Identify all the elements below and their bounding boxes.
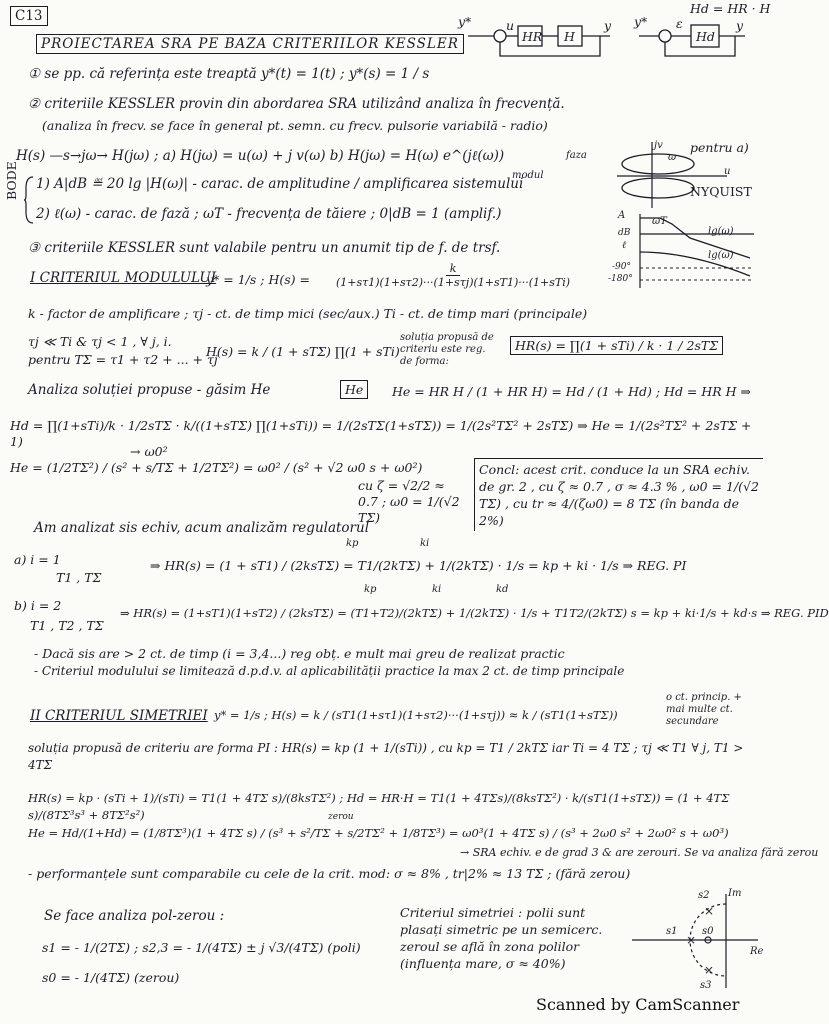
- bode-db: dB: [618, 228, 631, 238]
- section1-note1: - Dacă sis are > 2 ct. de timp (i = 3,4...) reg obț. e mult mai greu de realizat practic: [34, 646, 565, 661]
- reg-a-sub: T1 , TΣ: [56, 570, 102, 585]
- bode-2: 2) ℓ(ω) - carac. de fază ; ωT - frecvența de tăiere ; 0|dB = 1 (amplif.): [36, 206, 502, 222]
- bode-wt: ωT: [652, 216, 667, 227]
- intro-item1: ① se pp. că referința este treaptă y*(t) = 1(t) ; y*(s) = 1 / s: [28, 66, 430, 82]
- section2-hs-note: o ct. princip. + mai multe ct. secundare: [666, 692, 742, 727]
- reg-a-tag-ki: ki: [420, 538, 430, 549]
- loop2-output: y: [736, 18, 744, 33]
- reg-b-tag-kp: kp: [364, 584, 377, 595]
- pz-s2-label: s2: [698, 890, 710, 901]
- section1-hs2: H(s) = k / (1 + sTΣ) ∏(1 + sTi): [206, 344, 400, 359]
- pz-pole-s1: ×: [686, 933, 697, 947]
- section2-he-note: → SRA echiv. e de grad 3 & are zerouri. Se va analiza fără zerou: [460, 846, 819, 859]
- pz-re: Re: [750, 946, 764, 957]
- section1-analysis: Analiza soluției propuse - găsim He: [28, 382, 271, 398]
- hs-faza-note: faza: [566, 150, 587, 161]
- pole-zero-plot: [630, 890, 762, 990]
- section1-zeta: cu ζ = √2/2 ≈ 0.7 ; ω0 = 1/(√2 TΣ): [358, 478, 460, 525]
- intro-item2b: (analiza în frecv. se face în general pt. semn. cu frecv. pulsorie variabilă - radio): [42, 118, 548, 133]
- section2-sol: soluția propusă de criteriu are forma PI : HR(s) = kp (1 + 1/(sTi)) , cu kp = T1 / 2kTΣ iar Ti = 4 TΣ ; τj ≪ T1 ∀ j, T1 > 4TΣ: [28, 741, 744, 772]
- reg-b-label: b) i = 2: [14, 598, 62, 613]
- section2-heading: II CRITERIUL SIMETRIEI: [30, 708, 208, 724]
- loop2-block: Hd: [696, 29, 715, 44]
- loop2-input: y*: [634, 14, 648, 29]
- reg-b-tag-kd: kd: [496, 584, 509, 595]
- section2-polezero: Se face analiza pol-zerou :: [44, 908, 225, 924]
- pz-s3-label: s3: [700, 980, 712, 991]
- loop1-err: u: [506, 18, 515, 33]
- reg-a-eq: ⇒ HR(s) = (1 + sT1) / (2ksTΣ) = T1/(2kTΣ) + 1/(2kTΣ) · 1/s = kp + ki · 1/s ⇒ REG. PI: [150, 558, 687, 573]
- pz-s1-label: s1: [666, 926, 678, 937]
- scanner-footer: Scanned by CamScanner: [536, 995, 740, 1014]
- bode-lg1: lg(ω): [708, 226, 734, 237]
- intro-hs: H(s) —s→jω→ H(jω) ; a) H(jω) = u(ω) + j v(ω) b) H(jω) = H(ω) e^(jℓ(ω)): [16, 148, 505, 164]
- bode-1: 1) A|dB ≝ 20 lg |H(ω)| - carac. de amplitudine / amplificarea sistemului: [36, 176, 524, 192]
- loop1-input: y*: [458, 14, 472, 29]
- bode-brace: [24, 176, 34, 224]
- section1-reg-intro: Am analizat sis echiv, acum analizăm regulatorul: [34, 520, 370, 536]
- section1-note2: - Criteriul modulului se limitează d.p.d.v. al aplicabilității practice la max 2 ct. de timp principale: [34, 664, 625, 678]
- reg-a-tag-kp: kp: [346, 538, 359, 549]
- pz-im: Im: [728, 888, 742, 899]
- bode-plot: [630, 212, 758, 290]
- section1-sol-note: soluția propusă de criteriu este reg. de forma:: [400, 332, 494, 367]
- he-block: He: [340, 380, 368, 399]
- loop2-note: Hd = HR · H: [690, 1, 771, 16]
- section1-hs-num: k: [446, 262, 461, 276]
- page-title: PROIECTAREA SRA PE BAZA CRITERIILOR KESSLER: [36, 34, 464, 54]
- intro-item2a: ② criteriile KESSLER provin din abordarea SRA utilizând analiza în frecvență.: [28, 96, 565, 112]
- section1-he2-eq: He = (1/2TΣ²) / (s² + s/TΣ + 1/2TΣ²) = ω0² / (s² + √2 ω0 s + ω0²): [10, 460, 423, 475]
- pz-pole-s2: ×: [704, 904, 715, 918]
- loop1-block1: HR: [522, 29, 543, 44]
- nyquist-axis-u: u: [724, 166, 731, 177]
- bode-phase: ℓ: [622, 240, 627, 251]
- section1-concl: Concl: acest crit. conduce la un SRA echiv. de gr. 2 , cu ζ ≈ 0.7 , σ ≈ 4.3 % , ω0 = 1/(√2 TΣ) , cu tr ≈ 4/(ζω0) = 8 TΣ (în banda de 2%): [474, 458, 763, 531]
- section2-he-eq: He = Hd/(1+Hd) = (1/8TΣ³)(1 + 4TΣ s) / (s³ + s²/TΣ + s/2TΣ² + 1/8TΣ³) = ω0³(1 + 4TΣ s) / (s³ + 2ω0 s² + 2ω0² s + ω0³): [28, 826, 729, 840]
- section1-ystar: y* = 1/s ; H(s) =: [206, 272, 310, 287]
- section1-cond2: pentru TΣ = τ1 + τ2 + ... + τj: [28, 352, 218, 367]
- reg-a-label: a) i = 1: [14, 552, 61, 567]
- loop1-output: y: [604, 18, 612, 33]
- reg-b-sub: T1 , T2 , TΣ: [30, 618, 104, 633]
- section2-zero-tag: zerou: [328, 812, 354, 822]
- bode-lg2: lg(ω): [708, 250, 734, 261]
- bode-label: BODE: [4, 161, 19, 200]
- section1-he2-w0: → ω0²: [130, 444, 168, 459]
- nyquist-axis-w: ω: [668, 152, 677, 163]
- nyquist-label: NYQUIST: [690, 184, 752, 199]
- section1-heading: I CRITERIUL MODULULUI: [30, 270, 217, 286]
- section1-hr-box: HR(s) = ∏(1 + sTi) / k · 1 / 2sTΣ: [510, 336, 723, 355]
- pz-pole-s3: ×: [704, 963, 715, 977]
- loop1-block2: H: [564, 29, 575, 44]
- bode-m180: -180°: [608, 274, 633, 284]
- section1-hs-frac: [336, 262, 570, 289]
- section2-hr-eq: HR(s) = kp · (sTi + 1)/(sTi) = T1(1 + 4TΣ s)/(8ksTΣ²) ; Hd = HR·H = T1(1 + 4TΣs)/(8ksTΣ²) · k/(sT1(1+sTΣ)) = (1 + 4TΣ s)/(8TΣ³s³ + 8TΣ²s²): [28, 791, 730, 822]
- reg-b-eq: ⇒ HR(s) = (1+sT1)(1+sT2) / (2ksTΣ) = (T1+T2)/(2kTΣ) + 1/(2kTΣ) · 1/s + T1T2/(2kTΣ) s = kp + ki·1/s + kd·s ⇒ REG. PID: [120, 606, 829, 620]
- nyquist-note: pentru a): [690, 140, 749, 155]
- nyquist-axis-jv: jv: [654, 140, 663, 151]
- section2-perf: - performanțele sunt comparabile cu cele de la crit. mod: σ ≈ 8% , tr|2% ≈ 13 TΣ ; (fără zerou): [28, 866, 631, 881]
- intro-item3: ③ criteriile KESSLER sunt valabile pentru un anumit tip de f. de trsf.: [28, 240, 501, 256]
- section1-hd-eq: Hd = ∏(1+sTi)/k · 1/2sTΣ · k/((1+sTΣ) ∏(1+sTi)) = 1/(2sTΣ(1+sTΣ)) = 1/(2s²TΣ² + 2sTΣ) ⇒ He = 1/(2s²TΣ² + 2sTΣ + 1): [10, 418, 752, 449]
- loop2-err: ε: [676, 16, 683, 31]
- page-label: C13: [10, 6, 48, 26]
- section1-def: k - factor de amplificare ; τj - ct. de timp mici (sec/aux.) Ti - ct. de timp mari (principale): [28, 306, 588, 321]
- section1-he-eq: He = HR H / (1 + HR H) = Hd / (1 + Hd) ; Hd = HR H ⇒: [392, 384, 752, 399]
- section2-crit: Criteriul simetriei : polii sunt plasați simetric pe un semicerc. zeroul se află în zona polilor (influența mare, σ ≈ 40%): [400, 905, 603, 971]
- section2-s1: s1 = - 1/(2TΣ) ; s2,3 = - 1/(4TΣ) ± j √3/(4TΣ) (poli): [42, 940, 361, 955]
- hs-modul-note: modul: [512, 170, 544, 181]
- section1-hs-den: (1+sτ1)(1+sτ2)···(1+sτj)(1+sT1)···(1+sTi): [336, 276, 571, 289]
- section1-cond1: τj ≪ Ti & τj < 1 , ∀ j, i.: [28, 334, 172, 349]
- section2-s0: s0 = - 1/(4TΣ) (zerou): [42, 970, 180, 985]
- section2-hs-eq: y* = 1/s ; H(s) = k / (sT1(1+sτ1)(1+sτ2)···(1+sτj)) ≈ k / (sT1(1+sTΣ)): [214, 708, 618, 722]
- bode-m90: -90°: [612, 262, 631, 272]
- bode-A: A: [618, 210, 626, 221]
- summing-junction: [494, 30, 506, 42]
- pz-s0-label: s0: [702, 926, 714, 937]
- reg-b-tag-ki: ki: [432, 584, 442, 595]
